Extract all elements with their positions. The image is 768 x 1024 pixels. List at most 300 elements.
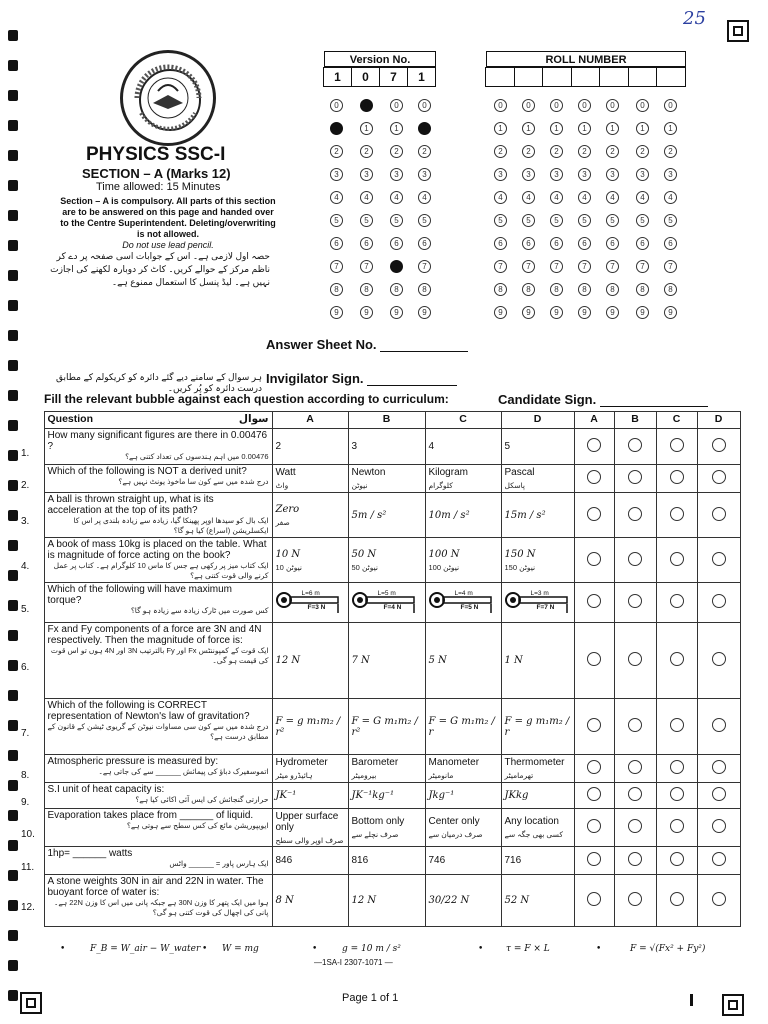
option-c-cell bbox=[425, 493, 501, 538]
question-urdu: ایک کتاب میز پر رکھی ہے جس کا ماس 10 کلوگرام ہے۔ کتاب پر عمل کرنے والی قوت کتنی ہے؟ bbox=[53, 561, 269, 580]
answer-bubble-a[interactable] bbox=[587, 852, 601, 866]
option-d-urdu: کسی بھی جگہ سے bbox=[504, 830, 563, 839]
option-a-text: Zero bbox=[275, 503, 300, 515]
option-d-text: Any location bbox=[504, 816, 559, 827]
option-d-text: Pascal bbox=[504, 467, 535, 478]
roll-number-bubble[interactable]: 6 bbox=[522, 237, 535, 250]
roll-number-bubble[interactable]: 9 bbox=[636, 306, 649, 319]
answer-bubble-cell-c bbox=[656, 875, 697, 927]
option-c-text: 10m / s² bbox=[428, 509, 470, 521]
version-bubble[interactable]: 4 bbox=[390, 191, 403, 204]
question-text: Atmospheric pressure is measured by: bbox=[47, 756, 219, 767]
option-a-cell bbox=[272, 465, 348, 493]
question-urdu: 0.00476 میں اہم ہندسوں کی تعداد کتنی ہے؟ bbox=[125, 452, 269, 461]
answer-bubble-a[interactable] bbox=[587, 819, 601, 833]
answer-bubble-b[interactable] bbox=[628, 819, 642, 833]
wrench-force-label: F=7 N bbox=[536, 603, 555, 611]
option-d-cell bbox=[501, 809, 574, 847]
version-bubble[interactable]: 6 bbox=[418, 237, 431, 250]
answer-bubble-cell-b bbox=[614, 465, 656, 493]
roll-number-bubble[interactable]: 6 bbox=[494, 237, 507, 250]
answer-bubble-cell-d bbox=[697, 875, 740, 927]
answer-bubble-cell-d bbox=[697, 755, 740, 783]
roll-number-bubble[interactable]: 9 bbox=[550, 306, 563, 319]
question-row bbox=[18, 847, 740, 875]
question-number: 2. bbox=[18, 465, 44, 493]
roll-number-bubble[interactable]: 4 bbox=[664, 191, 677, 204]
version-bubble[interactable]: 8 bbox=[330, 283, 343, 296]
handwritten-mark: 25 bbox=[683, 8, 706, 29]
option-a-cell bbox=[272, 583, 348, 623]
formula-bullet: • bbox=[60, 944, 66, 954]
answer-bubble-d[interactable] bbox=[712, 718, 726, 732]
answer-bubble-d[interactable] bbox=[712, 787, 726, 801]
version-bubble[interactable]: 4 bbox=[360, 191, 373, 204]
roll-number-bubble[interactable]: 1 bbox=[522, 122, 535, 135]
answer-bubble-b[interactable] bbox=[628, 438, 642, 452]
version-digits bbox=[324, 67, 436, 87]
roll-number-bubble[interactable]: 7 bbox=[636, 260, 649, 273]
roll-number-box[interactable] bbox=[628, 67, 658, 87]
option-a-urdu: ہائیڈرو میٹر bbox=[275, 771, 313, 780]
answer-bubble-cell-b bbox=[614, 699, 656, 755]
roll-number-bubble[interactable]: 2 bbox=[606, 145, 619, 158]
answer-bubble-d[interactable] bbox=[712, 652, 726, 666]
answer-bubble-b[interactable] bbox=[628, 718, 642, 732]
answer-sheet-line[interactable] bbox=[380, 339, 468, 352]
question-text: How many significant figures are there in 0.00476 ? bbox=[47, 430, 268, 452]
roll-number-box[interactable] bbox=[599, 67, 629, 87]
header-question-urdu: سوال bbox=[238, 413, 269, 425]
answer-bubble-cell-b bbox=[614, 875, 656, 927]
roll-number-bubble[interactable]: 2 bbox=[522, 145, 535, 158]
option-b-cell bbox=[348, 755, 425, 783]
roll-number-bubble[interactable]: 4 bbox=[550, 191, 563, 204]
roll-number-bubble[interactable]: 9 bbox=[664, 306, 677, 319]
version-bubble[interactable]: 1 bbox=[390, 122, 403, 135]
answer-bubble-d[interactable] bbox=[712, 892, 726, 906]
roll-number-bubble[interactable]: 6 bbox=[664, 237, 677, 250]
version-bubble[interactable]: 3 bbox=[390, 168, 403, 181]
version-bubble[interactable]: 1 bbox=[330, 122, 343, 135]
answer-bubble-c[interactable] bbox=[670, 594, 684, 608]
version-bubble[interactable]: 3 bbox=[330, 168, 343, 181]
roll-number-box[interactable] bbox=[542, 67, 572, 87]
option-a-cell bbox=[272, 755, 348, 783]
version-bubble[interactable]: 3 bbox=[360, 168, 373, 181]
questions-body bbox=[18, 429, 740, 927]
formula-bullet: • bbox=[478, 944, 484, 954]
roll-number-bubble[interactable]: 8 bbox=[636, 283, 649, 296]
answer-bubble-c[interactable] bbox=[670, 760, 684, 774]
answer-bubble-d[interactable] bbox=[712, 819, 726, 833]
answer-bubble-c[interactable] bbox=[670, 507, 684, 521]
version-bubble[interactable]: 7 bbox=[390, 260, 403, 273]
version-bubble[interactable]: 7 bbox=[360, 260, 373, 273]
answer-bubble-cell-a bbox=[574, 847, 614, 875]
version-bubble[interactable]: 5 bbox=[360, 214, 373, 227]
roll-number-bubble[interactable]: 4 bbox=[578, 191, 591, 204]
answer-bubble-b[interactable] bbox=[628, 852, 642, 866]
option-a-text: JK⁻¹ bbox=[275, 790, 297, 801]
answer-bubble-cell-c bbox=[656, 847, 697, 875]
option-d-text: 150 N bbox=[504, 548, 536, 560]
answer-bubble-cell-c bbox=[656, 699, 697, 755]
option-a-urdu: 10 نیوٹن bbox=[275, 562, 302, 572]
answer-bubble-cell-d bbox=[697, 493, 740, 538]
wrench-force-label: F=4 N bbox=[383, 603, 402, 611]
answer-bubble-a[interactable] bbox=[587, 552, 601, 566]
answer-bubble-b[interactable] bbox=[628, 652, 642, 666]
option-b-text: 5m / s² bbox=[351, 509, 387, 521]
answer-bubble-c[interactable] bbox=[670, 787, 684, 801]
question-urdu: حرارتی گنجائش کی ایس آئی اکائی کیا ہے؟ bbox=[135, 795, 269, 804]
answer-bubble-a[interactable] bbox=[587, 652, 601, 666]
roll-number-bubble[interactable]: 1 bbox=[578, 122, 591, 135]
roll-number-bubble[interactable]: 6 bbox=[606, 237, 619, 250]
version-bubble[interactable]: 4 bbox=[330, 191, 343, 204]
version-bubble[interactable]: 9 bbox=[418, 306, 431, 319]
roll-number-bubble[interactable]: 1 bbox=[606, 122, 619, 135]
option-c-cell bbox=[425, 538, 501, 583]
answer-bubble-c[interactable] bbox=[670, 852, 684, 866]
option-a-cell bbox=[272, 783, 348, 809]
answer-bubble-cell-d bbox=[697, 583, 740, 623]
version-bubble[interactable]: 2 bbox=[330, 145, 343, 158]
option-d-text: 1 N bbox=[504, 655, 523, 666]
option-d-text: F = g m₁m₂ / r bbox=[504, 715, 570, 738]
roll-number-bubble[interactable]: 0 bbox=[578, 99, 591, 112]
version-bubble[interactable]: 5 bbox=[330, 214, 343, 227]
roll-number-bubble[interactable]: 6 bbox=[578, 237, 591, 250]
roll-number-bubble[interactable]: 9 bbox=[606, 306, 619, 319]
formula-torque: τ = F × L bbox=[506, 944, 550, 954]
answer-bubble-a[interactable] bbox=[587, 470, 601, 484]
option-b-text: 3 bbox=[351, 441, 358, 452]
answer-bubble-d[interactable] bbox=[712, 507, 726, 521]
roll-number-bubble[interactable]: 4 bbox=[606, 191, 619, 204]
question-row bbox=[18, 493, 740, 538]
version-bubble[interactable]: 9 bbox=[390, 306, 403, 319]
version-bubble[interactable]: 4 bbox=[418, 191, 431, 204]
roll-number-bubble[interactable]: 2 bbox=[664, 145, 677, 158]
candidate-sign-line[interactable] bbox=[600, 394, 708, 407]
option-b-text: Bottom only bbox=[351, 816, 405, 827]
question-number: 1. bbox=[18, 429, 44, 465]
answer-bubble-c[interactable] bbox=[670, 819, 684, 833]
answer-bubble-cell-d bbox=[697, 429, 740, 465]
version-bubble[interactable]: 6 bbox=[330, 237, 343, 250]
roll-number-bubble[interactable]: 4 bbox=[494, 191, 507, 204]
roll-number-bubble[interactable]: 3 bbox=[578, 168, 591, 181]
candidate-label: Candidate Sign. bbox=[498, 392, 597, 407]
roll-number-bubble[interactable]: 9 bbox=[522, 306, 535, 319]
option-c-urdu: کلوگرام bbox=[428, 481, 453, 490]
formula-bullet: • bbox=[202, 944, 208, 954]
option-d-text: 5 bbox=[504, 441, 511, 452]
answer-bubble-cell-c bbox=[656, 755, 697, 783]
formula-weight: W = mg bbox=[222, 944, 259, 954]
option-a-cell bbox=[272, 623, 348, 699]
roll-number-bubble[interactable]: 1 bbox=[494, 122, 507, 135]
roll-number-bubble[interactable]: 3 bbox=[636, 168, 649, 181]
version-bubble[interactable]: 8 bbox=[390, 283, 403, 296]
option-b-text: 50 N bbox=[351, 548, 377, 560]
version-bubble[interactable]: 7 bbox=[330, 260, 343, 273]
option-a-text: 8 N bbox=[275, 895, 294, 906]
question-cell bbox=[44, 847, 272, 875]
option-a-cell bbox=[272, 809, 348, 847]
roll-number-bubble[interactable]: 8 bbox=[578, 283, 591, 296]
option-b-urdu: بیرومیٹر bbox=[351, 771, 377, 780]
page-number: Page 1 of 1 bbox=[342, 992, 399, 1004]
option-c-cell bbox=[425, 583, 501, 623]
answer-bubble-cell-a bbox=[574, 809, 614, 847]
answer-bubble-d[interactable] bbox=[712, 470, 726, 484]
roll-number-bubble[interactable]: 0 bbox=[664, 99, 677, 112]
answer-bubble-cell-b bbox=[614, 583, 656, 623]
answer-bubble-c[interactable] bbox=[670, 438, 684, 452]
version-bubble[interactable]: 1 bbox=[360, 122, 373, 135]
version-bubble[interactable]: 8 bbox=[360, 283, 373, 296]
version-bubble[interactable]: 2 bbox=[418, 145, 431, 158]
roll-number-bubble[interactable]: 5 bbox=[606, 214, 619, 227]
answer-bubble-cell-a bbox=[574, 875, 614, 927]
question-urdu: ایک بال کو سیدھا اوپر پھینکا گیا، زیادہ سے زیادہ بلندی پر اس کا ایکسلریشن (اسراع) کیا ہو گا؟ bbox=[73, 516, 269, 535]
option-b-text: Barometer bbox=[351, 757, 399, 768]
question-row bbox=[18, 875, 740, 927]
roll-number-bubble[interactable]: 8 bbox=[494, 283, 507, 296]
answer-bubble-cell-b bbox=[614, 783, 656, 809]
answer-bubble-b[interactable] bbox=[628, 892, 642, 906]
roll-number-bubble[interactable]: 9 bbox=[578, 306, 591, 319]
formula-resultant: F = √(Fx² + Fy²) bbox=[630, 944, 706, 954]
answer-bubble-c[interactable] bbox=[670, 652, 684, 666]
invigilator-sign-line[interactable] bbox=[367, 373, 457, 386]
version-bubble[interactable]: 0 bbox=[330, 99, 343, 112]
roll-number-bubble[interactable]: 0 bbox=[550, 99, 563, 112]
wrench-diagram bbox=[352, 589, 422, 614]
question-urdu: درج شدہ میں سے کون سی مساوات نیوٹن کے گریوی ٹیشن کے قانون کے مطابق درست ہے؟ bbox=[47, 722, 269, 741]
roll-number-bubble[interactable]: 6 bbox=[550, 237, 563, 250]
version-bubble[interactable]: 5 bbox=[418, 214, 431, 227]
header-bubble-a: A bbox=[574, 412, 614, 429]
answer-bubble-d[interactable] bbox=[712, 852, 726, 866]
wrench-force-label: F=5 N bbox=[460, 603, 479, 611]
answer-bubble-a[interactable] bbox=[587, 438, 601, 452]
answer-bubble-b[interactable] bbox=[628, 470, 642, 484]
roll-number-bubble[interactable]: 6 bbox=[636, 237, 649, 250]
corner-marker-top-right bbox=[727, 20, 749, 42]
roll-number-box[interactable] bbox=[571, 67, 601, 87]
answer-bubble-a[interactable] bbox=[587, 787, 601, 801]
version-bubble[interactable]: 2 bbox=[360, 145, 373, 158]
roll-number-bubble[interactable]: 4 bbox=[522, 191, 535, 204]
version-bubble[interactable]: 0 bbox=[418, 99, 431, 112]
answer-bubble-cell-b bbox=[614, 755, 656, 783]
answer-bubble-cell-c bbox=[656, 583, 697, 623]
roll-number-bubble[interactable]: 0 bbox=[606, 99, 619, 112]
option-d-cell bbox=[501, 783, 574, 809]
answer-bubble-a[interactable] bbox=[587, 594, 601, 608]
option-b-cell bbox=[348, 538, 425, 583]
answer-bubble-cell-b bbox=[614, 847, 656, 875]
invigilator-label: Invigilator Sign. bbox=[266, 371, 364, 386]
answer-bubble-d[interactable] bbox=[712, 552, 726, 566]
version-bubble[interactable]: 9 bbox=[330, 306, 343, 319]
answer-sheet-field bbox=[266, 337, 468, 352]
answer-bubble-d[interactable] bbox=[712, 594, 726, 608]
roll-number-bubble[interactable]: 8 bbox=[550, 283, 563, 296]
question-cell bbox=[44, 809, 272, 847]
roll-number-bubble[interactable]: 8 bbox=[606, 283, 619, 296]
answer-bubble-a[interactable] bbox=[587, 507, 601, 521]
question-number: 5. bbox=[18, 583, 44, 623]
answer-bubble-cell-b bbox=[614, 429, 656, 465]
option-b-cell bbox=[348, 875, 425, 927]
header-bubble-b: B bbox=[614, 412, 656, 429]
version-bubble[interactable]: 9 bbox=[360, 306, 373, 319]
version-bubble[interactable]: 6 bbox=[360, 237, 373, 250]
roll-number-bubble[interactable]: 7 bbox=[664, 260, 677, 273]
answer-bubble-a[interactable] bbox=[587, 892, 601, 906]
question-cell bbox=[44, 875, 272, 927]
roll-number-box[interactable] bbox=[485, 67, 515, 87]
option-b-cell bbox=[348, 783, 425, 809]
formula-bullet: • bbox=[312, 944, 318, 954]
answer-bubble-cell-d bbox=[697, 623, 740, 699]
version-bubble[interactable]: 0 bbox=[390, 99, 403, 112]
answer-bubble-cell-b bbox=[614, 493, 656, 538]
question-text: Which of the following will have maximum torque? bbox=[47, 584, 233, 606]
roll-number-bubble[interactable]: 5 bbox=[664, 214, 677, 227]
answer-bubble-d[interactable] bbox=[712, 438, 726, 452]
roll-number-bubble[interactable]: 5 bbox=[494, 214, 507, 227]
version-bubble[interactable]: 5 bbox=[390, 214, 403, 227]
answer-bubble-c[interactable] bbox=[670, 552, 684, 566]
question-urdu: کس صورت میں ٹارک زیادہ سے زیادہ ہو گا؟ bbox=[130, 606, 269, 615]
option-d-cell bbox=[501, 623, 574, 699]
answer-bubble-cell-d bbox=[697, 538, 740, 583]
version-bubble[interactable]: 7 bbox=[418, 260, 431, 273]
version-bubble[interactable]: 2 bbox=[390, 145, 403, 158]
version-label: Version No. bbox=[324, 51, 436, 67]
answer-bubble-a[interactable] bbox=[587, 760, 601, 774]
option-d-text: 716 bbox=[504, 855, 522, 866]
answer-bubble-c[interactable] bbox=[670, 718, 684, 732]
roll-number-bubble[interactable]: 8 bbox=[522, 283, 535, 296]
roll-number-bubble[interactable]: 1 bbox=[636, 122, 649, 135]
question-cell bbox=[44, 699, 272, 755]
version-bubble[interactable]: 3 bbox=[418, 168, 431, 181]
roll-number-bubble[interactable]: 7 bbox=[578, 260, 591, 273]
answer-bubble-cell-a bbox=[574, 465, 614, 493]
answer-bubble-c[interactable] bbox=[670, 470, 684, 484]
option-c-cell bbox=[425, 755, 501, 783]
roll-number-bubble[interactable]: 8 bbox=[664, 283, 677, 296]
roll-number-bubble[interactable]: 9 bbox=[494, 306, 507, 319]
option-c-urdu: صرف درمیان سے bbox=[428, 830, 483, 839]
answer-bubble-cell-d bbox=[697, 809, 740, 847]
option-b-urdu: صرف نچلے سے bbox=[351, 830, 399, 839]
roll-number-bubble[interactable]: 7 bbox=[494, 260, 507, 273]
version-bubble[interactable]: 0 bbox=[360, 99, 373, 112]
margin-tick bbox=[690, 994, 693, 1006]
question-row bbox=[18, 623, 740, 699]
roll-number-bubble[interactable]: 2 bbox=[494, 145, 507, 158]
question-cell bbox=[44, 465, 272, 493]
roll-number-bubble[interactable]: 1 bbox=[664, 122, 677, 135]
option-c-cell bbox=[425, 809, 501, 847]
wrench-diagram bbox=[505, 589, 571, 614]
question-row bbox=[18, 538, 740, 583]
roll-number-bubble[interactable]: 5 bbox=[578, 214, 591, 227]
roll-number-bubble[interactable]: 3 bbox=[606, 168, 619, 181]
roll-number-bubble[interactable]: 4 bbox=[636, 191, 649, 204]
option-b-cell bbox=[348, 623, 425, 699]
candidate-field bbox=[498, 392, 708, 407]
roll-number-box[interactable] bbox=[656, 67, 686, 87]
option-b-urdu: نیوٹن bbox=[351, 481, 368, 490]
version-bubble[interactable]: 6 bbox=[390, 237, 403, 250]
question-cell bbox=[44, 493, 272, 538]
roll-number-bubble[interactable]: 7 bbox=[606, 260, 619, 273]
answer-bubble-cell-a bbox=[574, 493, 614, 538]
roll-number-bubble[interactable]: 2 bbox=[550, 145, 563, 158]
roll-number-bubble[interactable]: 3 bbox=[550, 168, 563, 181]
roll-number-bubble[interactable]: 5 bbox=[636, 214, 649, 227]
roll-number-bubble[interactable]: 2 bbox=[578, 145, 591, 158]
answer-bubble-c[interactable] bbox=[670, 892, 684, 906]
option-d-cell bbox=[501, 538, 574, 583]
roll-number-bubble[interactable]: 5 bbox=[522, 214, 535, 227]
option-c-text: 5 N bbox=[428, 655, 447, 666]
answer-bubble-b[interactable] bbox=[628, 787, 642, 801]
roll-number-bubble[interactable]: 5 bbox=[550, 214, 563, 227]
roll-number-bubble[interactable]: 7 bbox=[522, 260, 535, 273]
roll-number-bubble[interactable]: 3 bbox=[494, 168, 507, 181]
option-b-text: 12 N bbox=[351, 895, 377, 906]
option-d-text: 15m / s² bbox=[504, 509, 546, 521]
roll-number-bubble[interactable]: 0 bbox=[636, 99, 649, 112]
option-d-cell bbox=[501, 583, 574, 623]
roll-number-bubble[interactable]: 2 bbox=[636, 145, 649, 158]
roll-number-bubble[interactable]: 3 bbox=[522, 168, 535, 181]
answer-bubble-cell-b bbox=[614, 623, 656, 699]
answer-bubble-a[interactable] bbox=[587, 718, 601, 732]
option-c-text: 746 bbox=[428, 855, 446, 866]
version-bubble[interactable]: 1 bbox=[418, 122, 431, 135]
roll-number-bubble[interactable]: 7 bbox=[550, 260, 563, 273]
answer-bubble-b[interactable] bbox=[628, 760, 642, 774]
roll-number-bubble[interactable]: 1 bbox=[550, 122, 563, 135]
answer-bubble-d[interactable] bbox=[712, 760, 726, 774]
answer-bubble-b[interactable] bbox=[628, 594, 642, 608]
roll-number-bubble[interactable]: 3 bbox=[664, 168, 677, 181]
roll-number-bubble[interactable]: 0 bbox=[494, 99, 507, 112]
roll-number-bubble[interactable]: 0 bbox=[522, 99, 535, 112]
formula-gravity: g = 10 m / s² bbox=[342, 944, 401, 954]
answer-bubble-b[interactable] bbox=[628, 507, 642, 521]
header-option-a: A bbox=[272, 412, 348, 429]
question-number: 11. bbox=[18, 847, 44, 875]
roll-number-box[interactable] bbox=[514, 67, 544, 87]
version-digit: 7 bbox=[379, 67, 408, 87]
answer-bubble-b[interactable] bbox=[628, 552, 642, 566]
version-bubble[interactable]: 8 bbox=[418, 283, 431, 296]
header-spacer bbox=[18, 412, 44, 429]
formula-bullet: • bbox=[596, 944, 602, 954]
